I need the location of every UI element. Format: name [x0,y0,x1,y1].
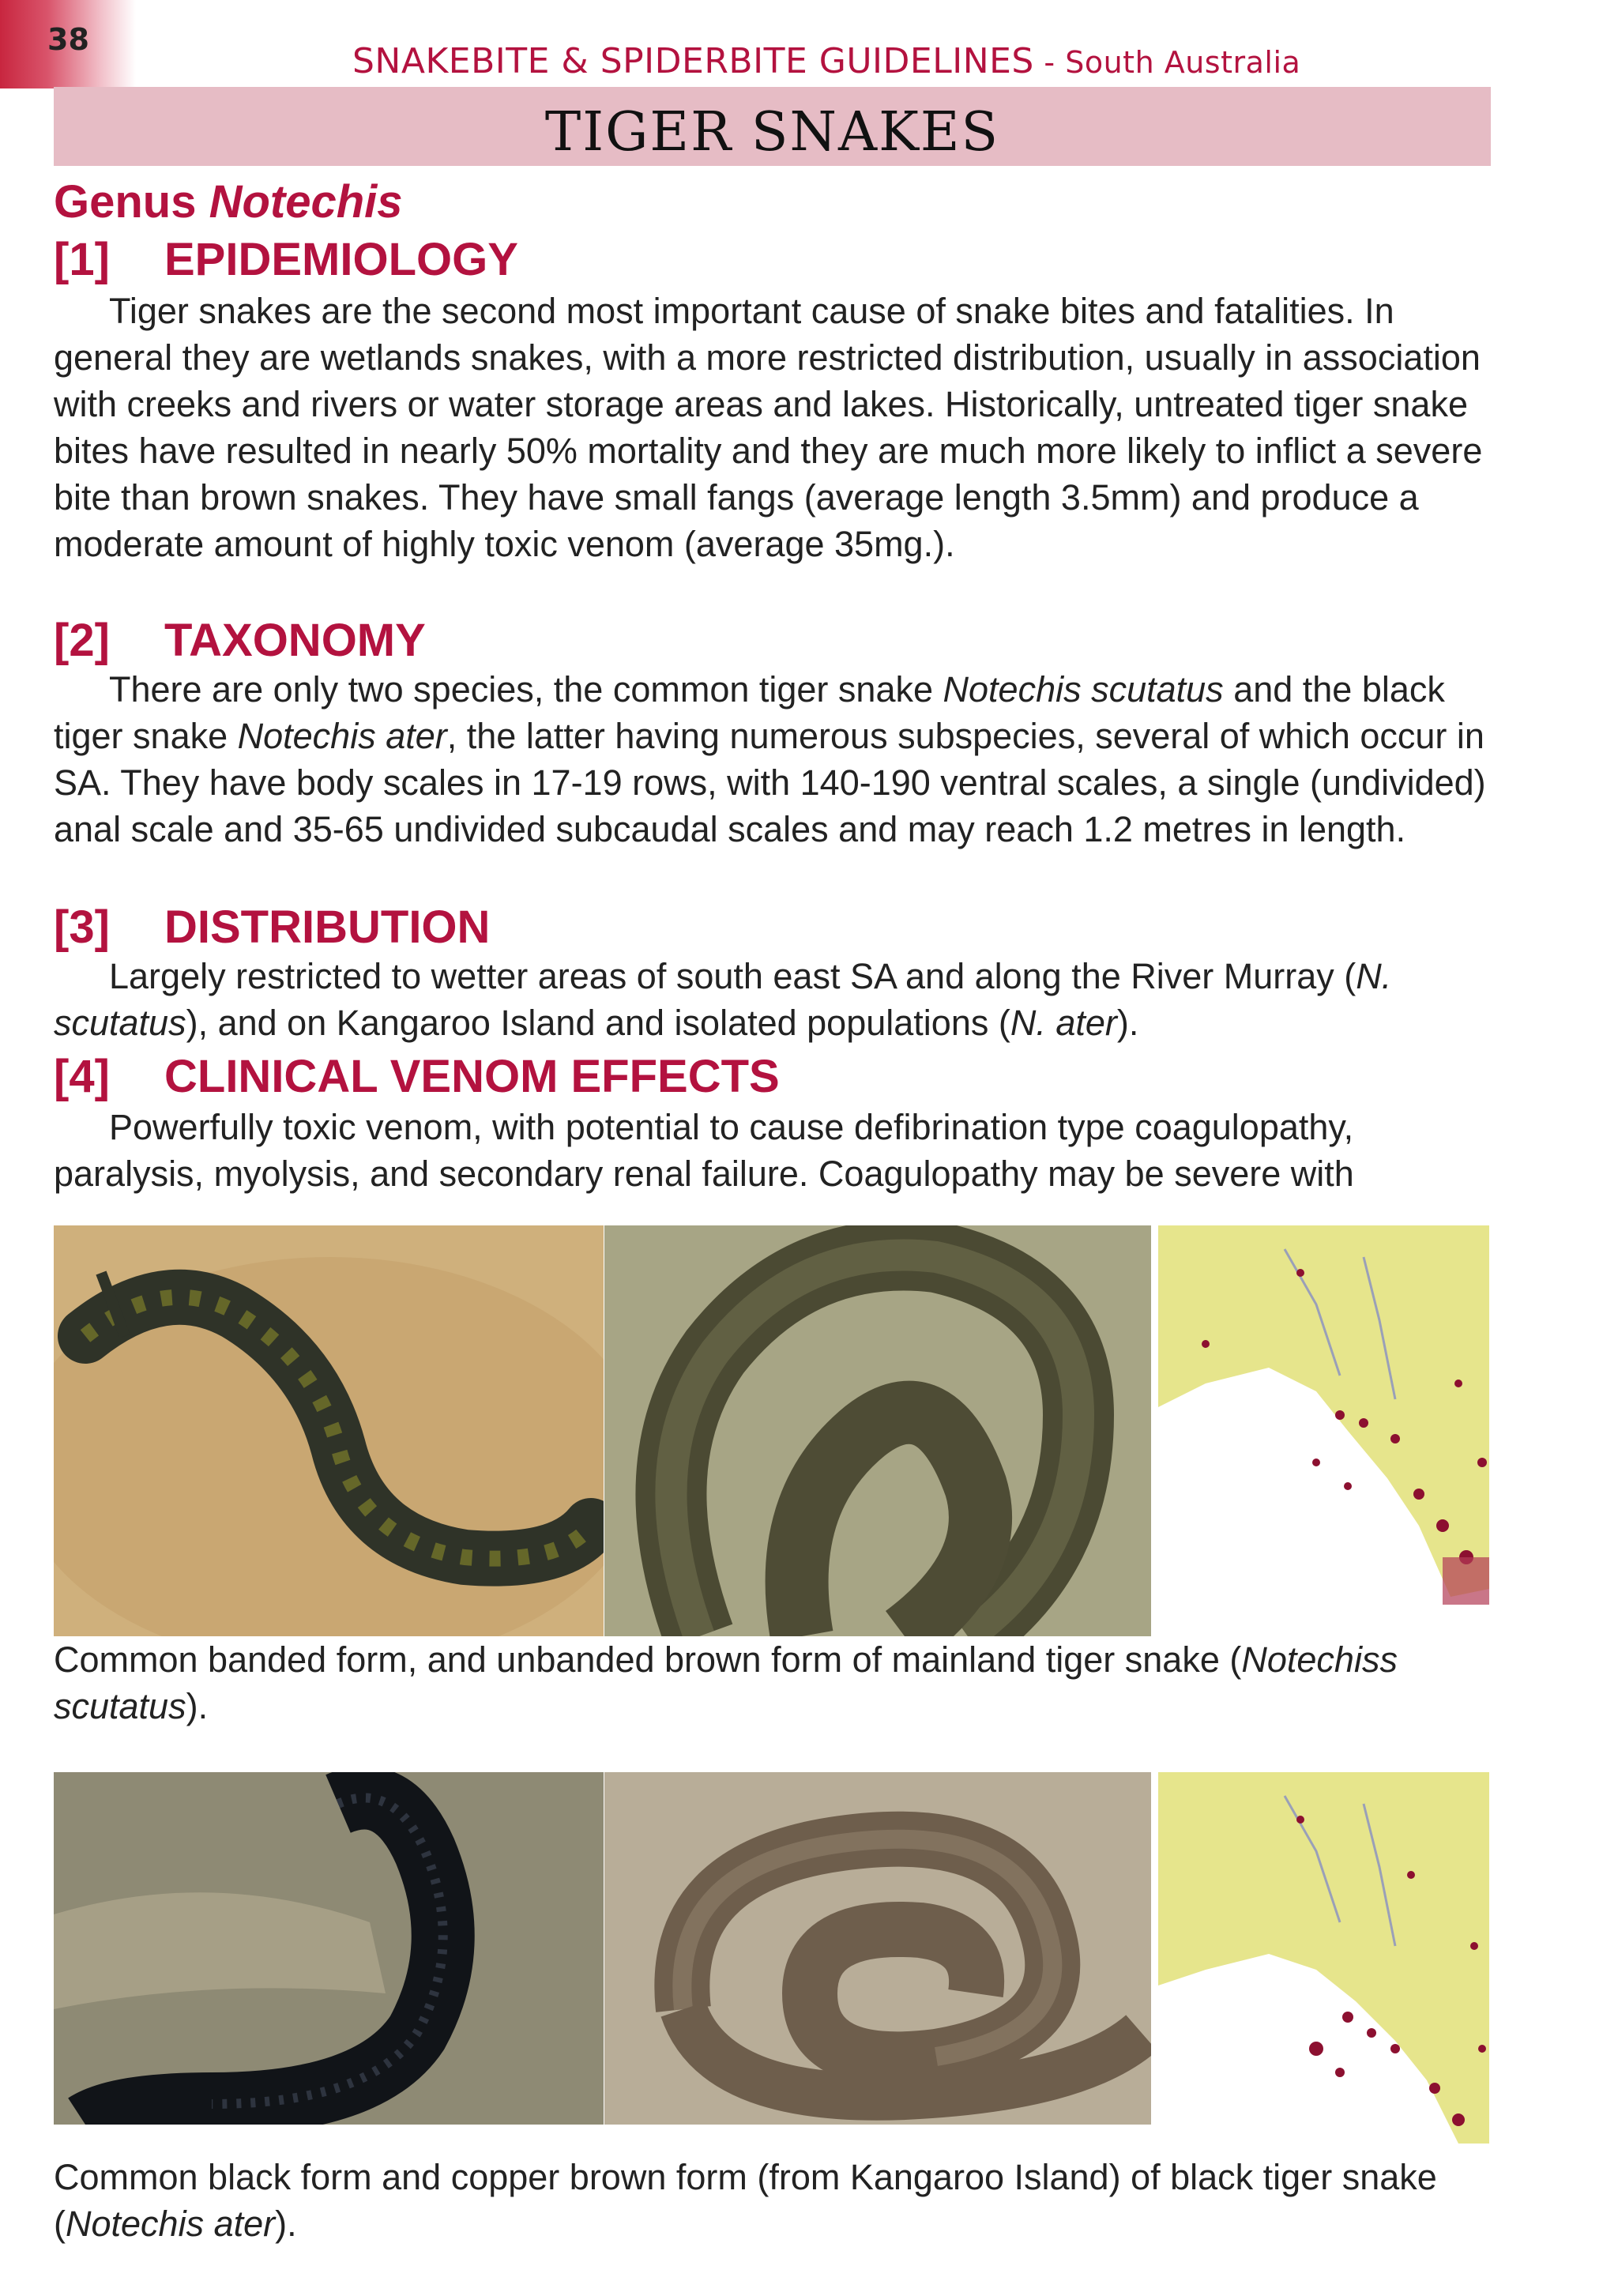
section-title: TAXONOMY [164,615,426,666]
distribution-map-notechis-scutatus [1158,1225,1489,1608]
clinical-paragraph [54,1104,1499,1197]
page-title: TIGER SNAKES [544,101,1000,164]
section-heading-distribution [54,901,490,954]
species-name: Notechis scutatus [943,669,1224,710]
epidemiology-text: Tiger snakes are the second most important cause of snake bites and fatalities. In general they are wetlands snakes, with a more restricted distribution, usually in association with creeks and rivers or water storage areas and lakes. Historically, untreated tiger snake bites have resulted in nearly 50% mortality and they are much more likely to inflict a severe bite than brown snakes. They have small fangs (average length 3.5mm) and produce a moderate amount of highly toxic venom (average 35mg.). [54,291,1483,564]
distribution-text: ), and on Kangaroo Island and isolated populations ( [186,1003,1010,1043]
distribution-paragraph [54,953,1499,1046]
photo-unbanded-tiger-snake [604,1225,1151,1636]
species-name: Notechis ater [237,716,447,756]
section-title: DISTRIBUTION [164,901,491,953]
species-name: N. ater [1010,1003,1117,1043]
photo-copper-brown-black-tiger-snake [604,1772,1151,2125]
section-title: CLINICAL VENOM EFFECTS [164,1051,780,1102]
caption-text: ). [186,1686,209,1726]
genus-heading [54,175,403,228]
caption-top [54,1636,1484,1730]
page-number: 38 [47,22,89,57]
taxonomy-text: , the latter having numerous subspecies, several of which occur in SA. They have body scales in 17-19 rows, with 140-190 ventral scales, a single (undivided) anal scale and 35-65 undivided subcaudal scales and may reach 1.2 metres in length. [54,716,1486,849]
taxonomy-text: and the black tiger snake [54,669,1445,756]
photo-black-tiger-snake [54,1772,604,2125]
section-number: [2] [54,615,110,666]
section-heading-clinical-venom-effects [54,1050,780,1103]
running-header-sub: - South Australia [1033,45,1301,80]
section-heading-epidemiology [54,233,518,286]
photo-banded-tiger-snake [54,1225,604,1636]
distribution-text: Largely restricted to wetter areas of south east SA and along the River Murray ( [109,956,1356,996]
section-number: [1] [54,234,110,285]
genus-name: Notechis [209,176,403,228]
species-name: N. scutatus [54,956,1392,1043]
section-heading-taxonomy [54,614,426,667]
epidemiology-paragraph [54,288,1499,567]
caption-text: Common black form and copper brown form (from Kangaroo Island) of black tiger snake ( [54,2157,1437,2244]
taxonomy-paragraph [54,666,1499,853]
running-header [352,41,1300,81]
genus-prefix: Genus [54,176,209,228]
caption-text: Common banded form, and unbanded brown form of mainland tiger snake ( [54,1639,1242,1680]
section-number: [3] [54,901,110,953]
species-name: Notechiss scutatus [54,1639,1398,1726]
caption-bottom [54,2154,1484,2247]
section-title: EPIDEMIOLOGY [164,234,518,285]
section-number: [4] [54,1051,110,1102]
distribution-map-notechis-ater [1158,1772,1489,2151]
distribution-text: ). [1116,1003,1139,1043]
caption-text: ). [275,2204,297,2244]
running-header-main: SNAKEBITE & SPIDERBITE GUIDELINES [352,41,1034,81]
taxonomy-text: There are only two species, the common tiger snake [109,669,943,710]
clinical-text: Powerfully toxic venom, with potential to cause defibrination type coagulopathy, paralysis, myolysis, and secondary renal failure. Coagulopathy may be severe with [54,1107,1354,1194]
species-name: Notechis ater [66,2204,276,2244]
